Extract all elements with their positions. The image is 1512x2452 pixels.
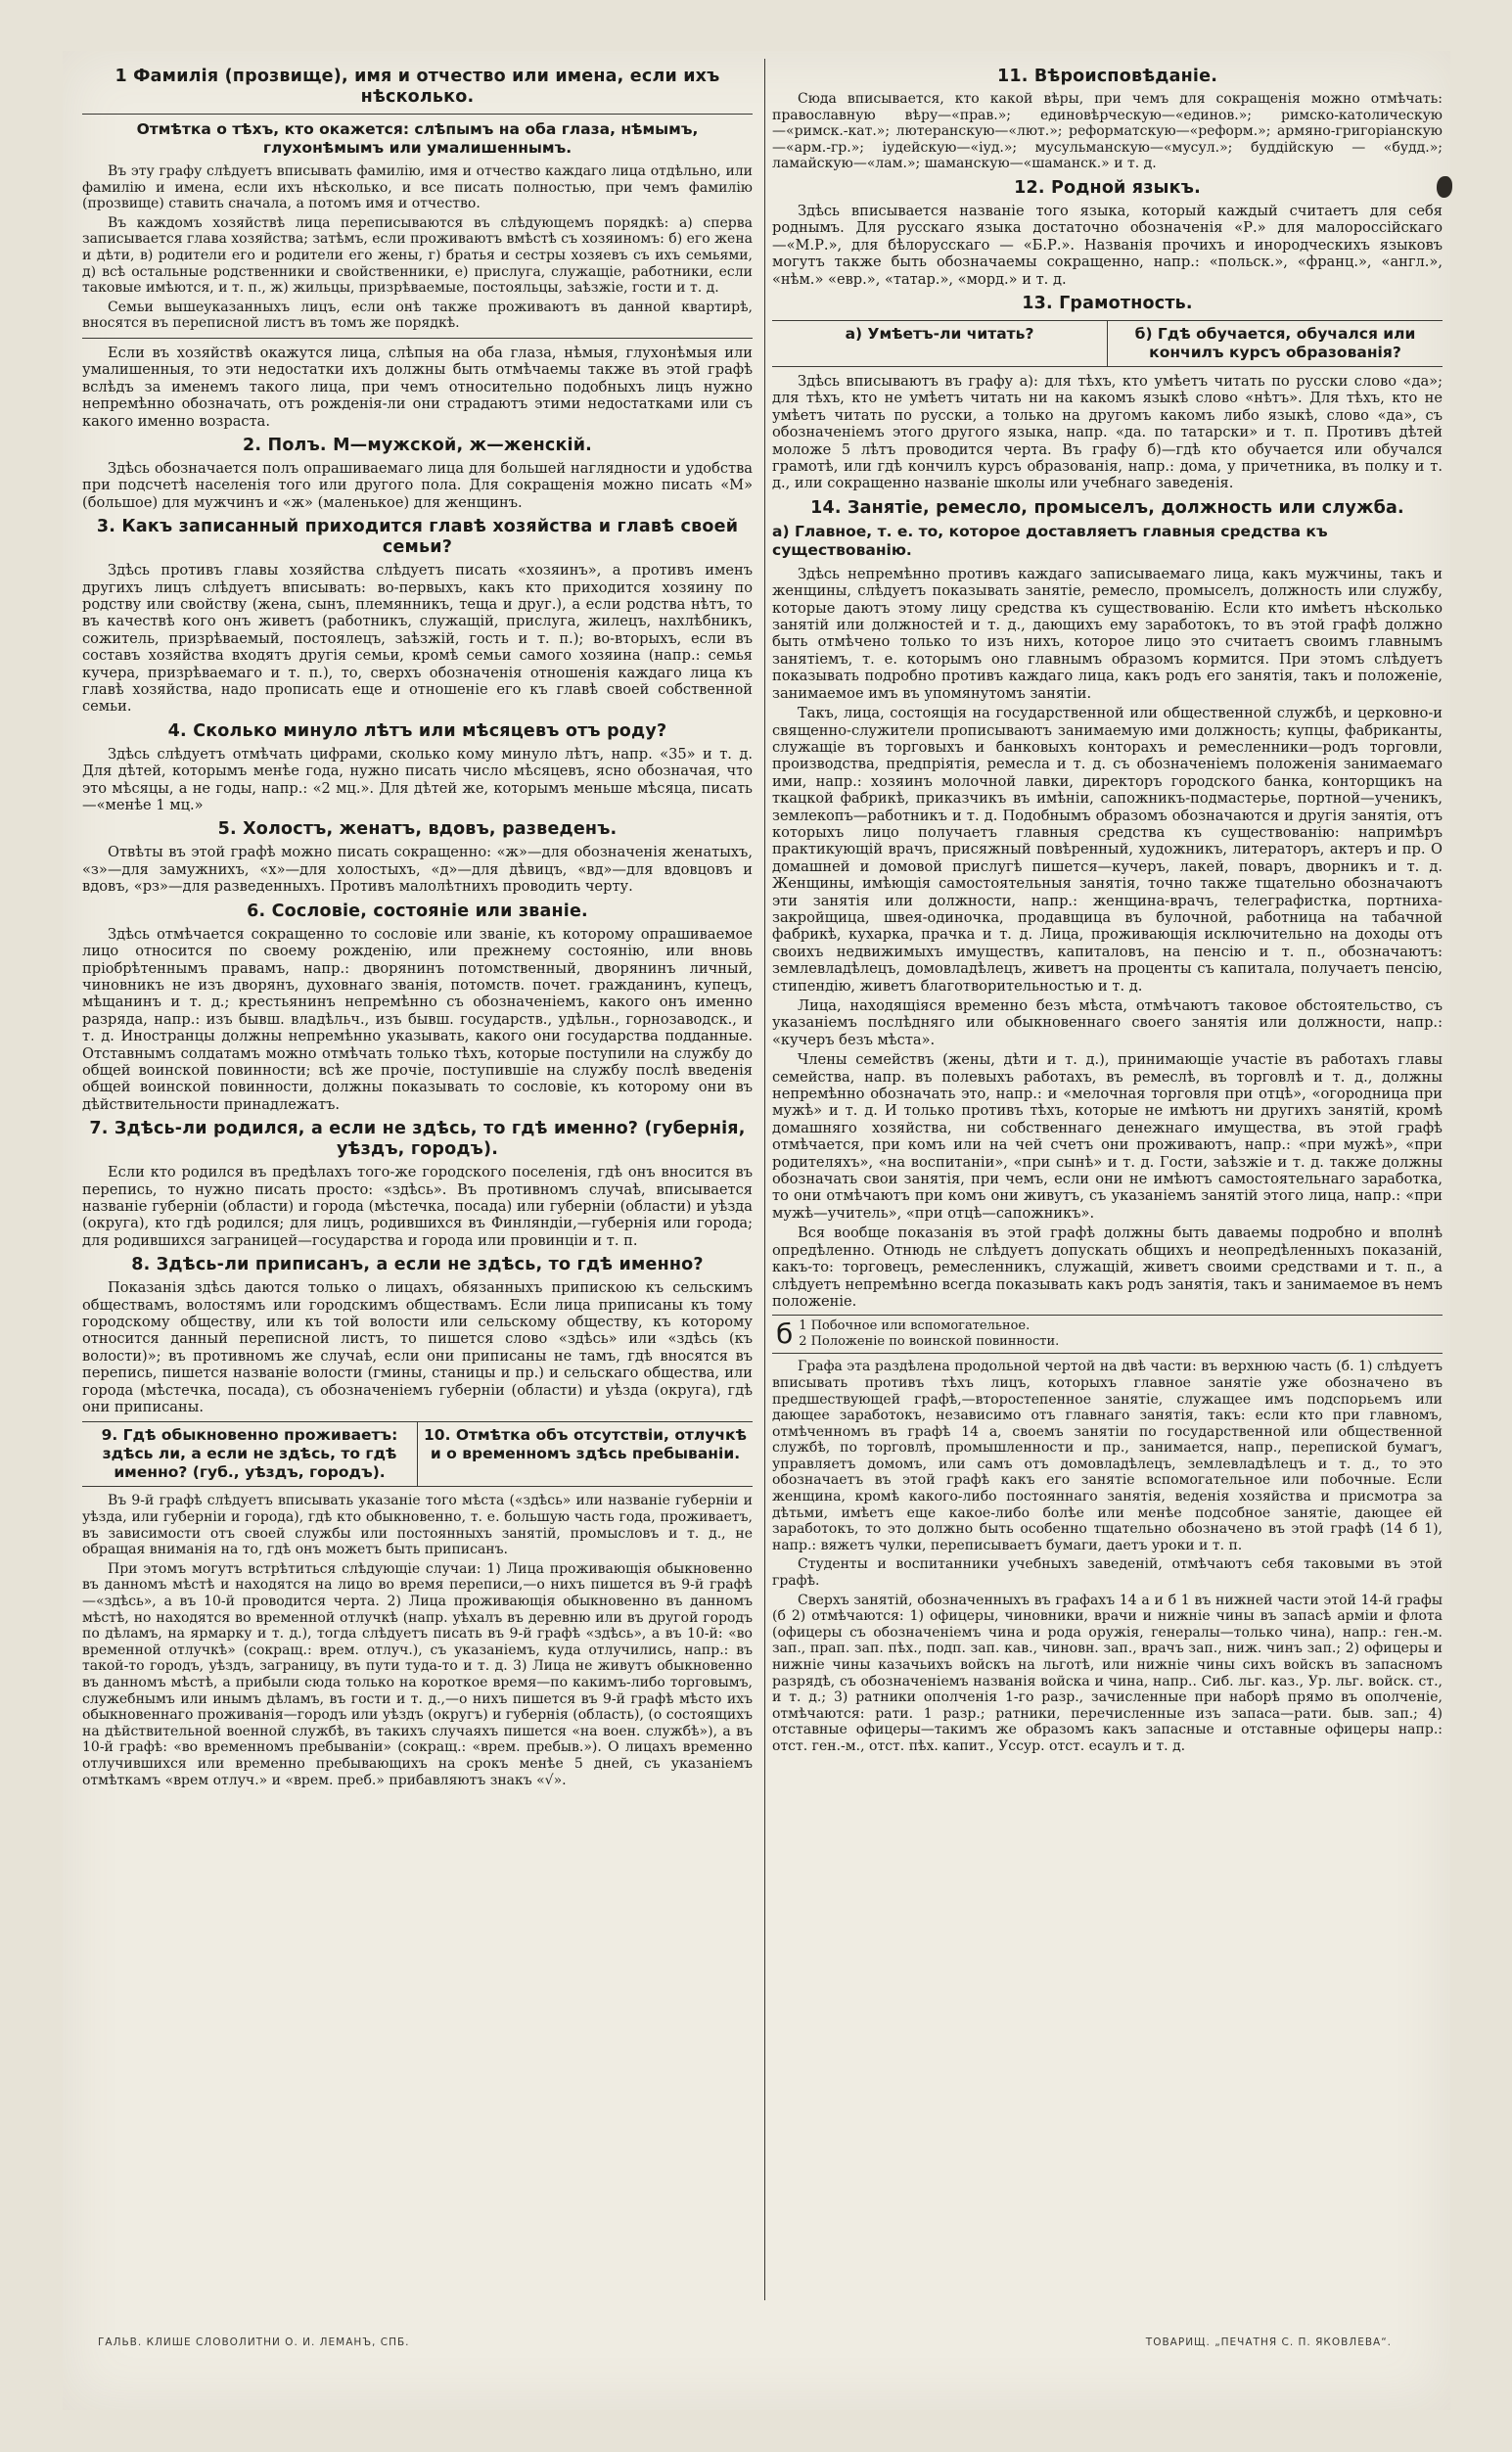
- section-8-title: 8. Здѣсь-ли приписанъ, а если не здѣсь, то гдѣ именно?: [131, 1255, 704, 1275]
- divider-rule: [82, 114, 753, 115]
- section-13-paragraph: Здѣсь вписываютъ въ графу а): для тѣхъ, кто умѣетъ читать по русски слово «да»; для тѣхъ, кто не умѣетъ читать ни на какомъ языкѣ слово «нѣтъ». Для тѣхъ, кто не умѣетъ читать по русски, а только на другомъ какомъ либо языкѣ, слово «да», съ обозначеніемъ этого другого языка, напр. «да. по татарски» и т. п. Противъ дѣтей моложе 5 лѣтъ проводится черта. Въ графу б)—гдѣ кто обучается или обучался грамотѣ, или гдѣ кончилъ курсъ образованія, напр.: дома, у причетника, въ полку и т. д., или сокращенно названіе школы или учебнаго заведенія.: [772, 373, 1443, 492]
- section-2-paragraph: Здѣсь обозначается полъ опрашиваемаго лица для большей наглядности и удобства при подсчетѣ населенія того или другого пола. Для сокращенія можно писать «М» (большое) для мужчинъ и «ж» (маленькое) для женщинъ.: [82, 459, 753, 511]
- printer-credit-right: ТОВАРИЩ. „ПЕЧАТНЯ С. П. ЯКОВЛЕВА“.: [1145, 2336, 1392, 2348]
- section-1-paragraph: Семьи вышеуказанныхъ лицъ, если онѣ также проживаютъ въ данной квартирѣ, вносятся въ переписной листъ въ томъ же порядкѣ.: [82, 299, 753, 332]
- section-3-paragraph: Здѣсь противъ главы хозяйства слѣдуетъ писать «хозяинъ», а противъ именъ другихъ лицъ слѣдуетъ вписывать: во-первыхъ, какъ кто приходится хозяину по родству или свойству (жена, сынъ, племянникъ, теща и друг.), а если родства нѣтъ, то въ качествѣ кого онъ живетъ (работникъ, служащій, прислуга, жилецъ, нахлѣбникъ, сожитель, призрѣваемый, постоялецъ, заѣзжій, гость и т. п.); во-вторыхъ, если въ составъ хозяйства входятъ другія семьи, кромѣ семьи самого хозяина (напр.: семья кучера, призрѣваемаго и т. п.), то, сверхъ обозначенія отношенія каждаго лица къ главѣ хозяйства, надо прописать еще и отношеніе его къ главѣ своей собственной семьи.: [82, 562, 753, 716]
- section-14b-header: [772, 1315, 1443, 1354]
- section-4-paragraph: Здѣсь слѣдуетъ отмѣчать цифрами, сколько кому минуло лѣтъ, напр. «35» и т. д. Для дѣтей, которымъ менѣе года, нужно писать число мѣсяцевъ, ясно обозначая, что это мѣсяцы, а не годы, напр.: «2 мц.». Для дѣтей же, которымъ меньше мѣсяца, писать—«менѣе 1 мц.»: [82, 745, 753, 814]
- section-9-10-paragraph: Въ 9-й графѣ слѣдуетъ вписывать указаніе того мѣста («здѣсь» или названіе губерніи и уѣзда, или губерніи и города), гдѣ кто обыкновенно, т. е. большую часть года, проживаетъ, въ зависимости отъ своей службы или постоянныхъ занятій, промысловъ и т. д., не обращая вниманія на то, гдѣ онъ можетъ быть приписанъ.: [82, 1493, 753, 1558]
- ink-blot-icon: [1437, 176, 1452, 198]
- section-1-paragraph: Въ каждомъ хозяйствѣ лица переписываются въ слѣдующемъ порядкѣ: а) сперва записывается глава хозяйства; затѣмъ, если проживаютъ вмѣстѣ съ хозяиномъ: б) его жена и дѣти, в) родители его и родители его жены, г) братья и сестры хозяевъ съ ихъ семьями, д) всѣ остальные родственники и свойственники, е) прислуга, служащіе, работники, если таковые имѣются, и т. п., ж) жильцы, призрѣваемые, постояльцы, заѣзжіе, гости и т. д.: [82, 214, 753, 297]
- section-13b-title: б) Гдѣ обучается, обучался или кончилъ курсъ образованія?: [1107, 321, 1443, 366]
- section-8-paragraph: Показанія здѣсь даются только о лицахъ, обязанныхъ припискою къ сельскимъ обществамъ, волостямъ или городскимъ обществамъ. Если лица приписаны къ тому городскому обществу, или къ той волости или сельскому обществу, къ которому относится данный переписной листъ, то пишется слово «здѣсь» или «здѣсь (къ волости)»; въ противномъ же случаѣ, если они приписаны не тамъ, гдѣ вносятся въ перепись, пишется названіе волости (гмины, станицы и пр.) и сельскаго общества, или города (мѣстечка, посада), съ обозначеніемъ губерніи (области) и уѣзда (округа), гдѣ они приписаны.: [82, 1279, 753, 1416]
- section-5-paragraph: Отвѣты въ этой графѣ можно писать сокращенно: «ж»—для обозначенія женатыхъ, «з»—для замужнихъ, «х»—для холостыхъ, «д»—для дѣвицъ, «вд»—для вдовцовъ и вдовъ, «рз»—для разведенныхъ. Противъ малолѣтнихъ проводить черту.: [82, 844, 753, 896]
- right-column: [772, 61, 1443, 2312]
- census-instruction-sheet: [63, 51, 1450, 2410]
- section-13-subheader: [772, 320, 1443, 367]
- section-14-paragraph: Такъ, лица, состоящія на государственной или общественной службѣ, и церковно-и священно-служители прописываютъ занимаемую ими должность; купцы, фабриканты, служащіе въ торговыхъ и банковыхъ конторахъ и ремесленники—родъ торговли, производства, предпріятія, ремесла и т. д. съ обозначеніемъ положенія занимаемаго ими, напр.: хозяинъ молочной лавки, директоръ городского банка, конторщикъ на ткацкой фабрикѣ, приказчикъ въ имѣніи, сапожникъ-подмастерье, портной—ученикъ, землекопъ—работникъ и т. д. Подобнымъ образомъ обозначаются и другія занятія, отъ которыхъ лицо получаетъ главныя средства къ существованію: напримѣръ практикующій врачъ, присяжный повѣренный, художникъ, литераторъ, актеръ и пр. О домашней и домовой прислугѣ пишется—кучеръ, лакей, поваръ, дворникъ и т. д. Женщины, имѣющія самостоятельныя занятія, точно также тщательно обозначаютъ эти занятія или должности, напр.: женщина-врачъ, телеграфистка, портниха-закройщица, швея-одиночка, продавщица въ булочной, работница на табачной фабрикѣ, кухарка, прачка и т. д. Лица, проживающія исключительно на доходы отъ своихъ недвижимыхъ имуществъ, капиталовъ, на пенсію и т. п., обозначаютъ: землевладѣлецъ, домовладѣлецъ, живетъ на проценты съ капитала, получаетъ пенсію, стипендію, живетъ благотворительностью и т. д.: [772, 705, 1443, 995]
- section-7-paragraph: Если кто родился въ предѣлахъ того-же городского поселенія, гдѣ онъ вносится въ перепись, то нужно писать просто: «здѣсь». Въ противномъ случаѣ, вписывается названіе губерніи (области) и города (мѣстечка, посада) или губерніи (области) и уѣзда (округа), кто гдѣ родился; для лицъ, родившихся въ Финляндіи,—губернія или города; для родившихся заграницей—государства и города или провинціи и т. п.: [82, 1164, 753, 1249]
- section-6-title: 6. Сословіе, состояніе или званіе.: [247, 901, 588, 921]
- section-5-title: 5. Холостъ, женатъ, вдовъ, разведенъ.: [217, 819, 618, 840]
- section-13a-title: а) Умѣетъ-ли читать?: [845, 325, 1034, 343]
- section-1-paragraph: Въ эту графу слѣдуетъ вписывать фамилію, имя и отчество каждаго лица отдѣльно, или фамилію и имена, если ихъ нѣсколько, и все писать полностью, при чемъ фамилію (прозвище) ставить сначала, а потомъ имя и отчество.: [82, 163, 753, 212]
- section-11-paragraph: Сюда вписывается, кто какой вѣры, при чемъ для сокращенія можно отмѣчать: православную вѣру—«прав.»; единовѣрческую—«единов.»; римско-католическую—«римск.-кат.»; лютеранскую—«лют.»; реформатскую—«реформ.»; армяно-григоріанскую—«арм.-гр.»; іудейскую—«іуд.»; мусульманскую—«мусул.»; буддійскую — «будд.»; ламайскую—«лам.»; шаманскую—«шаманск.» и т. д.: [772, 91, 1443, 172]
- section-14a-title: а) Главное, т. е. то, которое доставляетъ главныя средства къ существованію.: [772, 522, 1328, 559]
- section-12-paragraph: Здѣсь вписывается названіе того языка, который каждый считаетъ для себя роднымъ. Для русскаго языка достаточно обозначенія «Р.» для малороссійскаго—«М.Р.», для бѣлорусскаго — «Б.Р.». Названія прочихъ и инородческихъ языковъ могутъ также быть обозначаемы сокращенно, напр.: «польск.», «франц.», «англ.», «нѣм.» «евр.», «татар.», «морд.» и т. д.: [772, 202, 1443, 288]
- section-14-paragraph: Студенты и воспитанники учебныхъ заведеній, отмѣчаютъ себя таковыми въ этой графѣ.: [772, 1556, 1443, 1590]
- printer-credit-left: ГАЛЬВ. КЛИШЕ СЛОВОЛИТНИ О. И. ЛЕМАНЪ, СПБ.: [98, 2336, 410, 2348]
- sections-9-10-header: [82, 1421, 753, 1487]
- section-9-10-paragraph: При этомъ могутъ встрѣтиться слѣдующіе случаи: 1) Лица проживающія обыкновенно въ данномъ мѣстѣ и находятся на лицо во время переписи,—о нихъ пишется въ 9-й графѣ—«здѣсь», а въ 10-й проводится черта. 2) Лица проживающія обыкновенно въ данномъ мѣстѣ, но находятся во временной отлучкѣ (напр. уѣхалъ въ деревню или въ другой городъ по дѣламъ, на ярмарку и т. д.), тогда слѣдуетъ писать въ 9-й графѣ «здѣсь», а въ 10-й: «во временной отлучкѣ» (сокращ.: врем. отлуч.), съ указаніемъ, куда отлучились, напр.: въ такой-то городъ, уѣздъ, заграницу, въ пути туда-то и т. д. 3) Лица не живутъ обыкновенно въ данномъ мѣстѣ, а прибыли сюда только на короткое время—по какимъ-либо торговымъ, служебнымъ или инымъ дѣламъ, въ гости и т. д.,—о нихъ пишется въ 9-й графѣ мѣсто ихъ обыкновеннаго проживанія—городъ или уѣздъ (округъ) и губернія (область), (о состоящихъ на дѣйствительной военной службѣ, въ такихъ случаяхъ пишется «на воен. службѣ»), а въ 10-й графѣ: «во временномъ пребываніи» (сокращ.: «врем. пребыв.»). О лицахъ временно отлучившихся или временно пребывающихъ на срокъ менѣе 5 дней, съ указаніемъ отмѣткамъ «врем отлуч.» и «врем. преб.» прибавляютъ знакъ «√».: [82, 1560, 753, 1788]
- section-14-paragraph: Здѣсь непремѣнно противъ каждаго записываемаго лица, какъ мужчины, такъ и женщины, слѣдуетъ показывать занятіе, ремесло, промыселъ, должность или службу, которые даютъ этому лицу средства къ существованію. Если кто имѣетъ нѣсколько занятій или должностей и т. д., дающихъ ему заработокъ, то въ этой графѣ должно быть отмѣчено только то изъ нихъ, которое лицо это считаетъ своимъ главнымъ занятіемъ, т. е. которымъ оно главнымъ образомъ кормится. При этомъ слѣдуетъ показывать подробно противъ каждаго лица, какъ родъ его занятія, такъ и положеніе, занимаемое имъ въ упомянутомъ занятіи.: [772, 565, 1443, 702]
- section-6-paragraph: Здѣсь отмѣчается сокращенно то сословіе или званіе, къ которому опрашиваемое лицо относится по своему рожденію, или прежнему состоянію, или вновь пріобрѣтеннымъ правамъ, напр.: дворянинъ потомственный, дворянинъ личный, чиновникъ не изъ дворянъ, духовнаго званія, потомств. почет. гражданинъ, купецъ, мѣщанинъ и т. д.; крестьянинъ непремѣнно съ обозначеніемъ, какого онъ именно разряда, напр.: изъ бывш. владѣльч., изъ бывш. государств., удѣльн., горнозаводск., и т. д. Иностранцы должны непремѣнно указывать, какого они государства подданные. Отставнымъ солдатамъ можно отмѣчать только тѣхъ, которые поступили на службу до общей воинской повинности; всѣ же прочіе, поступившіе на службу послѣ введенія общей воинской повинности, должны показывать то сословіе, къ которому они въ дѣйствительности принадлежатъ.: [82, 925, 753, 1113]
- section-14-paragraph: Графа эта раздѣлена продольной чертой на двѣ части: въ верхнюю часть (б. 1) слѣдуетъ вписывать противъ тѣхъ лицъ, которыхъ главное занятіе уже обозначено въ предшествующей графѣ,—второстепенное занятіе, служащее имъ подспорьемъ или дающее заработокъ, независимо отъ главнаго занятія, такъ: если кто при главномъ, отмѣченномъ въ графѣ 14 а, своемъ занятіи по государственной или общественной службѣ, по торговлѣ, промышленности и пр., занимается, напр., перепиской бумагъ, управляетъ домомъ, или самъ отъ домовладѣлецъ, землевладѣлецъ и т. д., то это обозначаетъ въ этой графѣ какъ его занятіе вспомогательное или побочные. Если женщина, кромѣ какого-либо постояннаго занятія, веденія хозяйства и присмотра за дѣтьми, имѣетъ еще какое-либо болѣе или менѣе подсобное занятіе, дающее ей заработокъ, то это должно быть особенно тщательно обозначено въ этой графѣ (14 б 1), напр.: вяжетъ чулки, переписываетъ бумаги, даетъ уроки и т. п.: [772, 1359, 1443, 1553]
- section-1-subtitle: Отмѣтка о тѣхъ, кто окажется: слѣпымъ на оба глаза, нѣмымъ, глухонѣмымъ или умалишеннымъ.: [136, 120, 699, 157]
- section-14-title: 14. Занятіе, ремесло, промыселъ, должность или служба.: [810, 497, 1404, 518]
- section-3-title: 3. Какъ записанный приходится главѣ хозяйства и главѣ своей семьи?: [96, 517, 739, 558]
- section-14b1-title: 1 Побочное или вспомогательное.: [799, 1319, 1031, 1334]
- section-14-paragraph: Вся вообще показанія въ этой графѣ должны быть даваемы подробно и вполнѣ опредѣленно. Отнюдь не слѣдуетъ допускать общихъ и неопредѣленныхъ показаній, какъ-то: торговецъ, ремесленникъ, служащій, живетъ своими средствами и т. п., а слѣдуетъ непремѣнно всегда показывать какъ родъ занятія, такъ и занимаемое въ немъ положеніе.: [772, 1225, 1443, 1310]
- section-1-paragraph: Если въ хозяйствѣ окажутся лица, слѣпыя на оба глаза, нѣмыя, глухонѣмыя или умалишенныя, то эти недостатки ихъ должны быть отмѣчаемы также въ этой графѣ вслѣдъ за именемъ такого лица, при чемъ относительно подобныхъ лицъ нужно непремѣнно обозначать, отъ рожденія-ли они страдаютъ этими недостатками или съ какого именно возраста.: [82, 344, 753, 430]
- left-column: [82, 61, 753, 2312]
- section-14-paragraph: Сверхъ занятій, обозначенныхъ въ графахъ 14 а и б 1 въ нижней части этой 14-й графы (б 2) отмѣчаются: 1) офицеры, чиновники, врачи и нижніе чины въ запасѣ арміи и флота (офицеры съ обозначеніемъ чина и рода оружія, генералы—только чина), напр.: ген.-м. зап., прап. зап. пѣх., подп. зап. кав., чиновн. зап., врачъ зап., ниж. чинъ зап.; 2) офицеры и нижніе чины казачьихъ войскъ на льготѣ, или нижніе чины сихъ войскъ въ запасномъ разрядѣ, съ обозначеніемъ названія войска и чина, напр.. Сиб. льг. каз., Ур. льг. войск. ст., и т. д.; 3) ратники ополченія 1-го разр., зачисленные при наборѣ прямо въ ополченіе, отмѣчаются: рати. 1 разр.; ратники, перечисленные изъ запаса—рати. быв. зап.; 4) отставные офицеры—такимъ же образомъ какъ запасные и отставные офицеры напр.: отст. ген.-м., отст. пѣх. капит., Уссур. отст. есаулъ и т. д.: [772, 1592, 1443, 1754]
- section-9-title: 9. Гдѣ обыкновенно проживаетъ: здѣсь ли, а если не здѣсь, то гдѣ именно? (губ., уѣздъ, городъ).: [101, 1426, 398, 1482]
- section-14b-numeral: б: [776, 1318, 794, 1351]
- section-11-title: 11. Вѣроисповѣданіе.: [996, 67, 1218, 86]
- divider-rule: [82, 338, 753, 339]
- column-divider: [764, 59, 765, 2300]
- section-1-title: 1 Фамилія (прозвище), имя и отчество или имена, если ихъ нѣсколько.: [115, 67, 720, 107]
- section-14-paragraph: Члены семействъ (жены, дѣти и т. д.), принимающіе участіе въ работахъ главы семейства, напр. въ полевыхъ работахъ, въ ремеслѣ, въ торговлѣ и т. д., должны непремѣнно обозначать это, напр.: и «мелочная торговля при отцѣ», «огородница при мужѣ» и т. д. И только противъ тѣхъ, которые не имѣютъ ни другихъ занятій, кромѣ домашняго хозяйства, ни собственнаго денежнаго имущества, въ этой графѣ отмѣчается, при комъ или на чей счетъ они проживаютъ, напр.: «при мужѣ», «при родителяхъ», «на воспитаніи», «при сынѣ» и т. д. Гости, заѣзжіе и т. д. также должны обозначать свои занятія, при чемъ, если они не имѣютъ самостоятельнаго заработка, то они отмѣчаютъ при комъ они живутъ, съ указаніемъ занятій этого лица, напр.: «при мужѣ—учитель», «при отцѣ—сапожникъ».: [772, 1051, 1443, 1222]
- section-2-title: 2. Полъ. М—мужской, ж—женскій.: [242, 435, 593, 455]
- section-13-title: 13. Грамотность.: [1022, 294, 1193, 313]
- section-7-title: 7. Здѣсь-ли родился, а если не здѣсь, то гдѣ именно? (губернія, уѣздъ, городъ).: [89, 1119, 746, 1160]
- section-14-paragraph: Лица, находящіяся временно безъ мѣста, отмѣчаютъ таковое обстоятельство, съ указаніемъ послѣдняго или обыкновеннаго своего занятія или должности, напр.: «кучеръ безъ мѣста».: [772, 997, 1443, 1048]
- section-10-title: 10. Отмѣтка объ отсутствіи, отлучкѣ и о временномъ здѣсь пребываніи.: [417, 1422, 753, 1486]
- section-14b2-title: 2 Положеніе по воинской повинности.: [799, 1334, 1060, 1350]
- section-4-title: 4. Сколько минуло лѣтъ или мѣсяцевъ отъ роду?: [167, 720, 667, 741]
- section-12-title: 12. Родной языкъ.: [1014, 177, 1201, 198]
